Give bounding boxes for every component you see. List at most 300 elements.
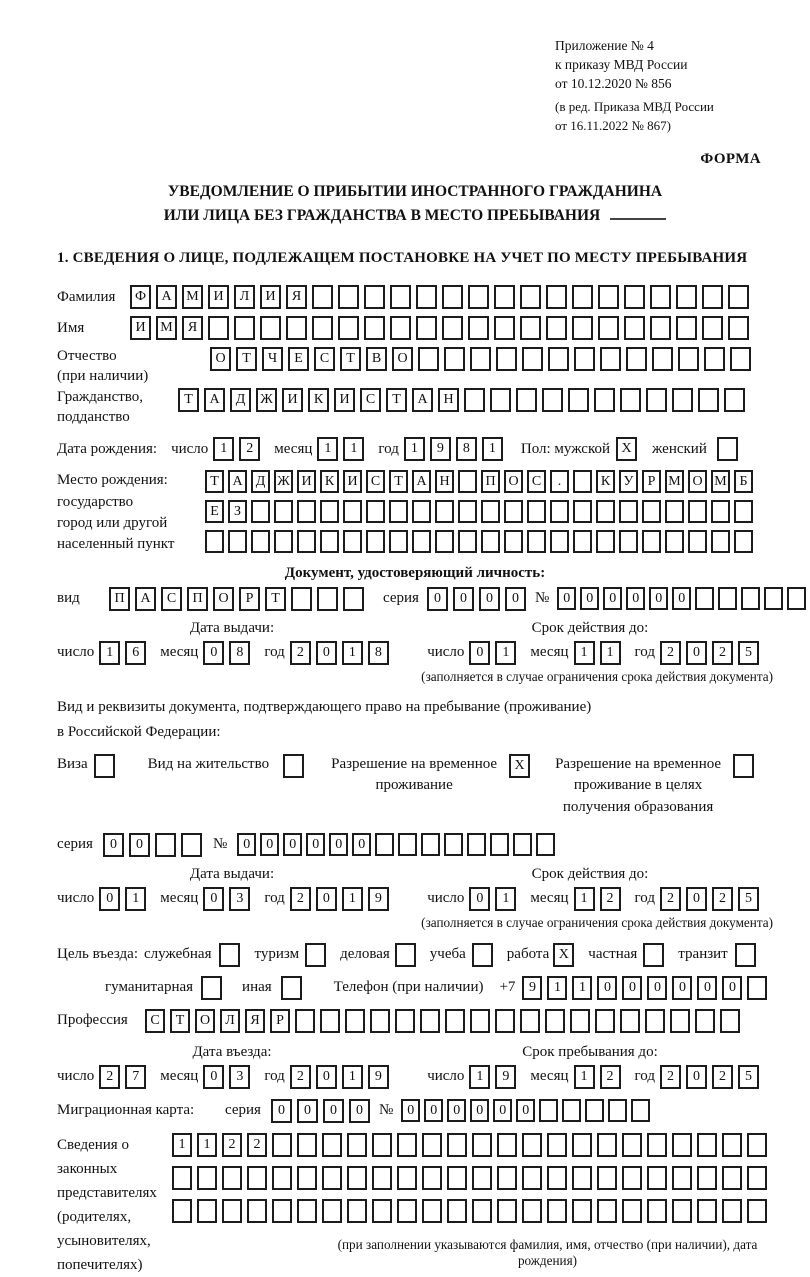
char-box[interactable] (445, 1009, 465, 1033)
char-box[interactable]: 2 (712, 641, 733, 665)
char-box[interactable] (647, 1133, 667, 1157)
char-box[interactable] (520, 1009, 540, 1033)
char-box[interactable]: И (334, 388, 355, 412)
char-box[interactable]: 8 (456, 437, 477, 461)
char-box[interactable] (205, 530, 224, 553)
char-box[interactable]: 2 (712, 887, 733, 911)
char-box[interactable]: 0 (401, 1099, 420, 1122)
char-box[interactable]: 1 (404, 437, 425, 461)
char-box[interactable]: 0 (99, 887, 120, 911)
char-box[interactable] (550, 530, 569, 553)
char-box[interactable]: 0 (516, 1099, 535, 1122)
char-box[interactable] (513, 833, 532, 856)
char-box[interactable]: М (665, 470, 684, 493)
char-box[interactable] (536, 833, 555, 856)
char-box[interactable] (291, 587, 312, 611)
char-box[interactable] (247, 1199, 267, 1223)
char-box[interactable] (688, 530, 707, 553)
char-box[interactable]: 8 (229, 641, 250, 665)
char-box[interactable]: 0 (469, 641, 490, 665)
char-box[interactable]: X (616, 437, 637, 461)
char-box[interactable]: К (320, 470, 339, 493)
char-box[interactable]: Е (205, 500, 224, 523)
char-box[interactable] (747, 1199, 767, 1223)
char-box[interactable]: И (282, 388, 303, 412)
char-box[interactable]: Б (734, 470, 753, 493)
char-box[interactable] (343, 587, 364, 611)
char-box[interactable]: 9 (368, 887, 389, 911)
char-box[interactable]: 0 (647, 976, 667, 1000)
char-box[interactable] (172, 1166, 192, 1190)
char-box[interactable]: 1 (317, 437, 338, 461)
char-box[interactable]: О (213, 587, 234, 611)
char-box[interactable] (730, 347, 751, 371)
char-box[interactable] (495, 1009, 515, 1033)
char-box[interactable] (390, 316, 411, 340)
char-box[interactable] (398, 833, 417, 856)
char-box[interactable] (695, 1009, 715, 1033)
char-box[interactable]: 1 (342, 641, 363, 665)
char-box[interactable] (222, 1199, 242, 1223)
char-box[interactable]: 0 (129, 833, 150, 857)
char-box[interactable]: И (130, 316, 151, 340)
char-box[interactable] (281, 976, 302, 1000)
char-box[interactable]: 0 (626, 587, 645, 610)
char-box[interactable] (722, 1133, 742, 1157)
char-box[interactable] (622, 1199, 642, 1223)
char-box[interactable] (573, 530, 592, 553)
char-box[interactable]: А (412, 470, 431, 493)
char-box[interactable]: . (550, 470, 569, 493)
char-box[interactable] (272, 1166, 292, 1190)
char-box[interactable]: 0 (493, 1099, 512, 1122)
char-box[interactable] (347, 1133, 367, 1157)
char-box[interactable] (416, 285, 437, 309)
char-box[interactable]: 0 (469, 887, 490, 911)
char-box[interactable]: 1 (574, 1065, 595, 1089)
char-box[interactable] (338, 285, 359, 309)
char-box[interactable] (435, 530, 454, 553)
char-box[interactable] (520, 285, 541, 309)
char-box[interactable]: 8 (368, 641, 389, 665)
char-box[interactable] (504, 500, 523, 523)
char-box[interactable]: О (688, 470, 707, 493)
char-box[interactable]: 0 (424, 1099, 443, 1122)
char-box[interactable] (711, 500, 730, 523)
char-box[interactable] (395, 1009, 415, 1033)
char-box[interactable] (320, 500, 339, 523)
char-box[interactable]: X (553, 943, 574, 967)
char-box[interactable] (447, 1199, 467, 1223)
char-box[interactable] (711, 530, 730, 553)
char-box[interactable]: 0 (697, 976, 717, 1000)
char-box[interactable] (620, 388, 641, 412)
char-box[interactable]: Ж (256, 388, 277, 412)
char-box[interactable] (539, 1099, 558, 1122)
char-box[interactable] (647, 1199, 667, 1223)
char-box[interactable]: 1 (469, 1065, 490, 1089)
char-box[interactable]: К (596, 470, 615, 493)
char-box[interactable] (272, 1133, 292, 1157)
char-box[interactable] (320, 1009, 340, 1033)
char-box[interactable]: 0 (427, 587, 448, 611)
char-box[interactable] (642, 530, 661, 553)
char-box[interactable]: М (711, 470, 730, 493)
char-box[interactable]: П (109, 587, 130, 611)
char-box[interactable]: 0 (203, 1065, 224, 1089)
char-box[interactable] (650, 285, 671, 309)
char-box[interactable] (297, 530, 316, 553)
char-box[interactable]: Т (389, 470, 408, 493)
char-box[interactable] (468, 285, 489, 309)
char-box[interactable] (390, 285, 411, 309)
char-box[interactable]: 0 (306, 833, 325, 856)
char-box[interactable] (343, 500, 362, 523)
char-box[interactable]: 0 (203, 887, 224, 911)
char-box[interactable] (787, 587, 806, 610)
char-box[interactable] (347, 1166, 367, 1190)
char-box[interactable]: Н (438, 388, 459, 412)
char-box[interactable] (347, 1199, 367, 1223)
char-box[interactable] (372, 1166, 392, 1190)
char-box[interactable] (458, 470, 477, 493)
char-box[interactable]: М (182, 285, 203, 309)
char-box[interactable] (722, 1199, 742, 1223)
char-box[interactable]: 0 (557, 587, 576, 610)
char-box[interactable]: 0 (271, 1099, 292, 1123)
char-box[interactable] (572, 1199, 592, 1223)
char-box[interactable]: 1 (197, 1133, 217, 1157)
char-box[interactable] (608, 1099, 627, 1122)
char-box[interactable] (497, 1199, 517, 1223)
char-box[interactable]: Т (265, 587, 286, 611)
char-box[interactable] (597, 1166, 617, 1190)
char-box[interactable]: Р (642, 470, 661, 493)
char-box[interactable]: 0 (329, 833, 348, 856)
char-box[interactable] (728, 316, 749, 340)
char-box[interactable]: 1 (172, 1133, 192, 1157)
char-box[interactable] (312, 285, 333, 309)
char-box[interactable]: Д (230, 388, 251, 412)
char-box[interactable]: 0 (237, 833, 256, 856)
char-box[interactable] (595, 1009, 615, 1033)
char-box[interactable] (305, 943, 326, 967)
char-box[interactable]: Т (340, 347, 361, 371)
char-box[interactable]: 0 (447, 1099, 466, 1122)
char-box[interactable] (547, 1133, 567, 1157)
char-box[interactable]: Л (234, 285, 255, 309)
char-box[interactable] (600, 347, 621, 371)
char-box[interactable]: 1 (99, 641, 120, 665)
char-box[interactable] (670, 1009, 690, 1033)
char-box[interactable] (522, 1199, 542, 1223)
char-box[interactable]: Я (286, 285, 307, 309)
char-box[interactable] (322, 1166, 342, 1190)
char-box[interactable] (542, 388, 563, 412)
char-box[interactable] (274, 530, 293, 553)
char-box[interactable] (422, 1166, 442, 1190)
char-box[interactable] (297, 500, 316, 523)
char-box[interactable] (251, 500, 270, 523)
char-box[interactable]: 0 (297, 1099, 318, 1123)
char-box[interactable] (364, 285, 385, 309)
char-box[interactable] (481, 500, 500, 523)
char-box[interactable]: С (527, 470, 546, 493)
char-box[interactable] (322, 1133, 342, 1157)
char-box[interactable] (678, 347, 699, 371)
char-box[interactable] (597, 1133, 617, 1157)
char-box[interactable] (522, 1133, 542, 1157)
char-box[interactable]: М (156, 316, 177, 340)
char-box[interactable]: О (210, 347, 231, 371)
char-box[interactable] (251, 530, 270, 553)
char-box[interactable]: 5 (738, 887, 759, 911)
char-box[interactable] (619, 530, 638, 553)
char-box[interactable] (597, 1199, 617, 1223)
char-box[interactable] (572, 316, 593, 340)
char-box[interactable]: 9 (430, 437, 451, 461)
char-box[interactable]: 0 (505, 587, 526, 611)
char-box[interactable]: О (504, 470, 523, 493)
char-box[interactable] (619, 500, 638, 523)
char-box[interactable]: С (161, 587, 182, 611)
char-box[interactable] (643, 943, 664, 967)
char-box[interactable]: П (187, 587, 208, 611)
char-box[interactable] (585, 1099, 604, 1122)
char-box[interactable]: 1 (482, 437, 503, 461)
char-box[interactable] (366, 500, 385, 523)
char-box[interactable] (546, 316, 567, 340)
char-box[interactable] (698, 388, 719, 412)
char-box[interactable] (222, 1166, 242, 1190)
char-box[interactable] (447, 1166, 467, 1190)
char-box[interactable] (317, 587, 338, 611)
char-box[interactable] (568, 388, 589, 412)
char-box[interactable]: 1 (572, 976, 592, 1000)
char-box[interactable] (624, 316, 645, 340)
char-box[interactable]: 1 (574, 641, 595, 665)
char-box[interactable] (522, 1166, 542, 1190)
char-box[interactable] (468, 316, 489, 340)
char-box[interactable] (527, 500, 546, 523)
char-box[interactable]: 0 (323, 1099, 344, 1123)
char-box[interactable] (442, 316, 463, 340)
char-box[interactable] (697, 1199, 717, 1223)
char-box[interactable] (422, 1199, 442, 1223)
char-box[interactable] (444, 347, 465, 371)
char-box[interactable] (594, 388, 615, 412)
char-box[interactable]: 2 (290, 887, 311, 911)
char-box[interactable] (697, 1133, 717, 1157)
char-box[interactable]: 0 (479, 587, 500, 611)
char-box[interactable] (260, 316, 281, 340)
char-box[interactable] (366, 530, 385, 553)
char-box[interactable]: Р (270, 1009, 290, 1033)
char-box[interactable]: П (481, 470, 500, 493)
char-box[interactable] (550, 500, 569, 523)
char-box[interactable] (688, 500, 707, 523)
char-box[interactable] (472, 1166, 492, 1190)
char-box[interactable] (548, 347, 569, 371)
char-box[interactable] (620, 1009, 640, 1033)
char-box[interactable]: А (412, 388, 433, 412)
char-box[interactable] (412, 500, 431, 523)
char-box[interactable] (490, 833, 509, 856)
char-box[interactable] (718, 587, 737, 610)
char-box[interactable] (704, 347, 725, 371)
char-box[interactable] (741, 587, 760, 610)
char-box[interactable]: Е (288, 347, 309, 371)
char-box[interactable]: И (208, 285, 229, 309)
char-box[interactable]: Т (205, 470, 224, 493)
char-box[interactable] (228, 530, 247, 553)
char-box[interactable]: 2 (660, 641, 681, 665)
char-box[interactable] (472, 943, 493, 967)
char-box[interactable] (717, 437, 738, 461)
char-box[interactable]: 1 (574, 887, 595, 911)
char-box[interactable]: 2 (239, 437, 260, 461)
char-box[interactable] (672, 1199, 692, 1223)
char-box[interactable]: 1 (342, 1065, 363, 1089)
char-box[interactable] (197, 1199, 217, 1223)
char-box[interactable] (645, 1009, 665, 1033)
char-box[interactable]: 0 (686, 887, 707, 911)
char-box[interactable] (397, 1199, 417, 1223)
char-box[interactable] (724, 388, 745, 412)
char-box[interactable] (516, 388, 537, 412)
char-box[interactable] (481, 530, 500, 553)
char-box[interactable]: 5 (738, 641, 759, 665)
char-box[interactable]: А (228, 470, 247, 493)
char-box[interactable] (547, 1166, 567, 1190)
char-box[interactable]: С (360, 388, 381, 412)
char-box[interactable]: Ж (274, 470, 293, 493)
char-box[interactable] (646, 388, 667, 412)
char-box[interactable] (622, 1166, 642, 1190)
char-box[interactable]: 1 (342, 887, 363, 911)
char-box[interactable]: 2 (222, 1133, 242, 1157)
char-box[interactable] (420, 1009, 440, 1033)
char-box[interactable] (395, 943, 416, 967)
char-box[interactable]: И (297, 470, 316, 493)
char-box[interactable] (570, 1009, 590, 1033)
char-box[interactable]: Ч (262, 347, 283, 371)
char-box[interactable] (573, 500, 592, 523)
char-box[interactable] (320, 530, 339, 553)
char-box[interactable] (472, 1199, 492, 1223)
char-box[interactable] (421, 833, 440, 856)
char-box[interactable]: Л (220, 1009, 240, 1033)
char-box[interactable]: 1 (213, 437, 234, 461)
char-box[interactable] (397, 1166, 417, 1190)
char-box[interactable] (695, 587, 714, 610)
char-box[interactable]: 9 (495, 1065, 516, 1089)
char-box[interactable]: 0 (722, 976, 742, 1000)
char-box[interactable] (747, 1166, 767, 1190)
char-box[interactable] (728, 285, 749, 309)
char-box[interactable]: 2 (600, 887, 621, 911)
char-box[interactable]: Т (386, 388, 407, 412)
char-box[interactable] (412, 530, 431, 553)
char-box[interactable] (247, 1166, 267, 1190)
char-box[interactable]: 2 (247, 1133, 267, 1157)
char-box[interactable] (444, 833, 463, 856)
char-box[interactable] (650, 316, 671, 340)
char-box[interactable]: С (314, 347, 335, 371)
char-box[interactable]: О (392, 347, 413, 371)
char-box[interactable] (572, 1166, 592, 1190)
char-box[interactable] (490, 388, 511, 412)
char-box[interactable] (208, 316, 229, 340)
char-box[interactable] (286, 316, 307, 340)
char-box[interactable] (735, 943, 756, 967)
char-box[interactable] (672, 1133, 692, 1157)
char-box[interactable]: Д (251, 470, 270, 493)
char-box[interactable] (297, 1166, 317, 1190)
char-box[interactable] (467, 833, 486, 856)
char-box[interactable] (181, 833, 202, 857)
char-box[interactable]: 0 (203, 641, 224, 665)
char-box[interactable] (219, 943, 240, 967)
char-box[interactable] (372, 1133, 392, 1157)
char-box[interactable]: 2 (660, 1065, 681, 1089)
char-box[interactable]: 2 (660, 887, 681, 911)
char-box[interactable]: 2 (712, 1065, 733, 1089)
char-box[interactable] (697, 1166, 717, 1190)
char-box[interactable] (520, 316, 541, 340)
char-box[interactable]: З (228, 500, 247, 523)
char-box[interactable]: И (343, 470, 362, 493)
char-box[interactable] (734, 530, 753, 553)
char-box[interactable] (720, 1009, 740, 1033)
char-box[interactable]: 0 (316, 641, 337, 665)
char-box[interactable] (572, 1133, 592, 1157)
char-box[interactable] (497, 1133, 517, 1157)
char-box[interactable] (622, 1133, 642, 1157)
char-box[interactable] (734, 500, 753, 523)
char-box[interactable] (458, 530, 477, 553)
char-box[interactable]: 1 (125, 887, 146, 911)
char-box[interactable] (647, 1166, 667, 1190)
char-box[interactable] (527, 530, 546, 553)
char-box[interactable] (343, 530, 362, 553)
char-box[interactable] (676, 285, 697, 309)
char-box[interactable] (375, 833, 394, 856)
char-box[interactable]: Ф (130, 285, 151, 309)
char-box[interactable]: А (135, 587, 156, 611)
char-box[interactable] (418, 347, 439, 371)
char-box[interactable]: 2 (290, 641, 311, 665)
char-box[interactable]: 0 (603, 587, 622, 610)
char-box[interactable]: 1 (495, 641, 516, 665)
char-box[interactable]: К (308, 388, 329, 412)
char-box[interactable]: 0 (686, 1065, 707, 1089)
char-box[interactable] (702, 316, 723, 340)
char-box[interactable] (626, 347, 647, 371)
char-box[interactable] (672, 388, 693, 412)
char-box[interactable] (624, 285, 645, 309)
char-box[interactable] (596, 500, 615, 523)
char-box[interactable] (494, 285, 515, 309)
char-box[interactable] (322, 1199, 342, 1223)
char-box[interactable] (370, 1009, 390, 1033)
char-box[interactable] (397, 1133, 417, 1157)
char-box[interactable]: 0 (349, 1099, 370, 1123)
char-box[interactable] (416, 316, 437, 340)
char-box[interactable]: Р (239, 587, 260, 611)
char-box[interactable] (295, 1009, 315, 1033)
char-box[interactable] (572, 285, 593, 309)
